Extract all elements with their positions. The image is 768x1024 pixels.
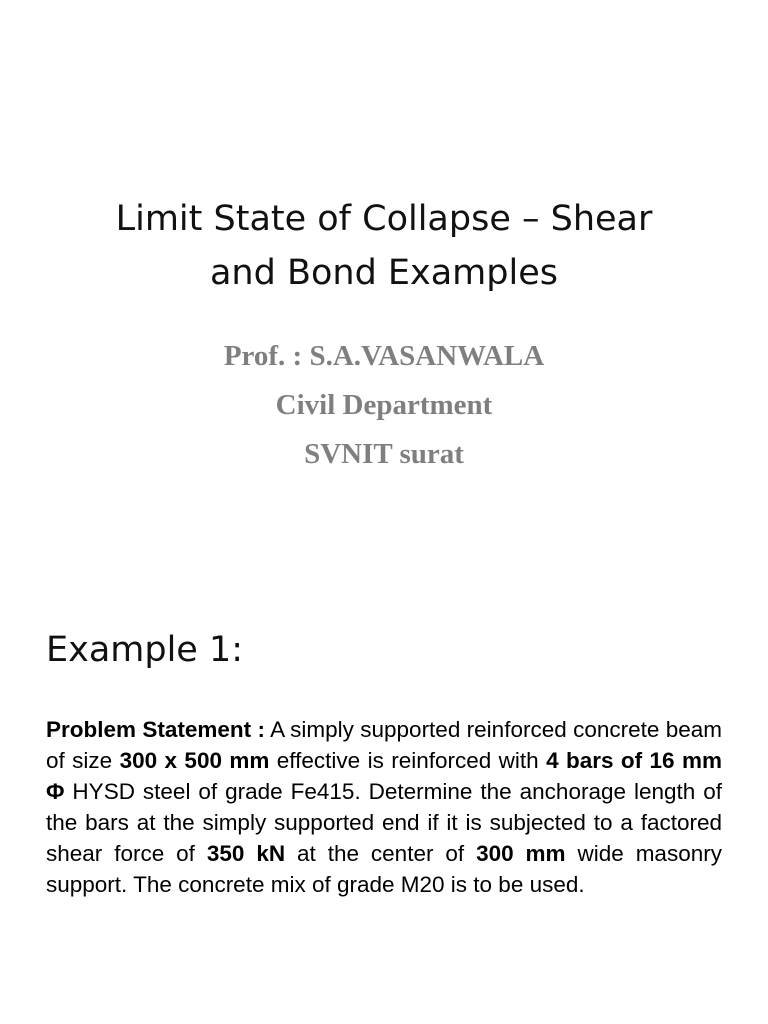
problem-statement xyxy=(46,714,722,900)
slide-title xyxy=(60,192,708,300)
problem-text-5: wide masonry support. The concrete mix of grade M20 is to be used. xyxy=(46,841,722,897)
institute-name: SVNIT surat xyxy=(304,438,464,470)
slide-title-line-2: and Bond Examples xyxy=(209,253,558,293)
example-slide xyxy=(0,580,768,1024)
support-width: 300 mm xyxy=(476,841,566,866)
slide-subtitle xyxy=(60,332,708,479)
problem-text-4: at the center of xyxy=(285,841,477,866)
department-name: Civil Department xyxy=(275,389,493,421)
problem-text-3: HYSD steel of grade Fe415. Determine the anchorage length of the bars at the simply supported end if it is subjected to a factored shear force of xyxy=(46,779,722,866)
problem-text-2: effective is reinforced with xyxy=(269,748,547,773)
author-name: Prof. : S.A.VASANWALA xyxy=(223,340,545,372)
problem-text-1: A simply supported reinforced concrete beam of size xyxy=(46,717,722,773)
bar-spec: 4 bars of 16 mm Φ xyxy=(46,748,722,804)
problem-label: Problem Statement : xyxy=(46,717,265,742)
shear-force: 350 kN xyxy=(206,841,286,866)
example-heading: Example 1: xyxy=(46,630,244,670)
slide-title-line-1: Limit State of Collapse – Shear xyxy=(115,199,653,239)
beam-size: 300 x 500 mm xyxy=(119,748,270,773)
